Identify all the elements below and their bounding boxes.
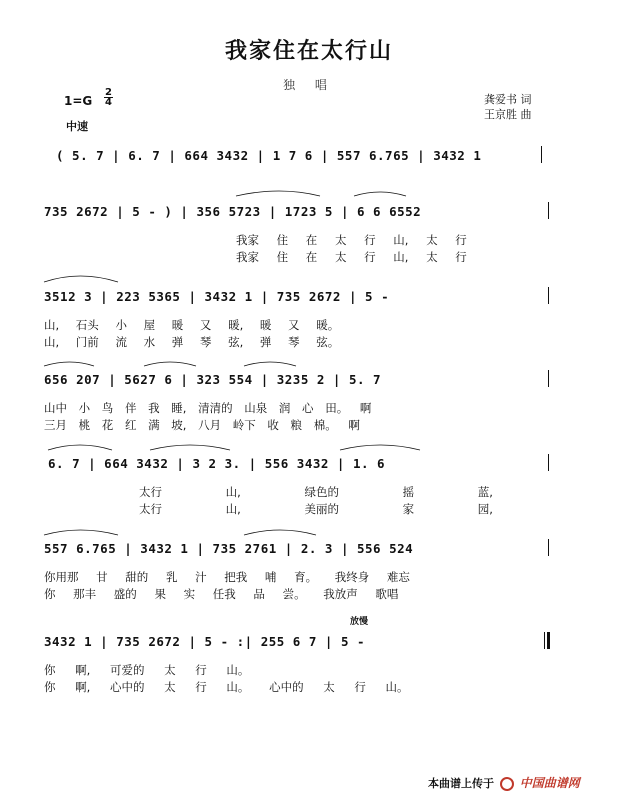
song-title: 我家住在太行山 [224,39,393,64]
time-signature-top: 2 [105,87,112,98]
notes-line: 656 207 | 5627 6 | 323 554 | 3235 2 | 5. 7 [44,372,382,387]
lyric-verse-1: 我家 住 在 太 行 山, 太 行 [236,233,467,247]
time-signature-bottom: 4 [105,97,112,108]
notes-line: ( 5. 7 | 6. 7 | 664 3432 | 1 7 6 | 557 6.765 | 3432 1 [56,148,482,163]
site-logo-icon [500,777,514,791]
footer-note [428,774,580,791]
lyric-verse-1: 山中 小 鸟 伴 我 睡, 清清的 山泉 润 心 田。 啊 [44,401,372,415]
lyric-verse-2: 我家 住 在 太 行 山, 太 行 [236,250,467,264]
expression-marking: 放慢 [350,617,369,627]
notes-line: 557 6.765 | 3432 1 | 735 2761 | 2. 3 | 556 524 [44,541,414,556]
lyric-verse-2: 你 那丰 盛的 果 实 任我 品 尝。 我放声 歌唱 [44,587,399,601]
lyric-verse-2: 三月 桃 花 红 满 坡, 八月 岭下 收 粮 棉。 啊 [44,418,360,432]
key-signature: 1=G [64,94,93,108]
notes-line: 6. 7 | 664 3432 | 3 2 3. | 556 3432 | 1. 6 [48,456,386,471]
lyric-verse-1: 太行 山, 绿色的 摇 蓝, [139,485,493,499]
performance-type: 独 唱 [283,78,335,92]
lyric-verse-1: 你 啊, 可爱的 太 行 山。 [44,663,250,677]
notes-line: 3512 3 | 223 5365 | 3432 1 | 735 2672 | 5 - [44,289,390,304]
lyric-verse-1: 你用那 甘 甜的 乳 汁 把我 哺 育。 我终身 难忘 [44,570,410,584]
lyric-verse-2: 你 啊, 心中的 太 行 山。 心中的 太 行 山。 [44,680,409,694]
notes-line: 735 2672 | 5 - ) | 356 5723 | 1723 5 | 6 6 6552 [44,204,422,219]
lyric-verse-2: 山, 门前 流 水 弹 琴 弦, 弹 琴 弦。 [44,335,340,349]
notes-line: 3432 1 | 735 2672 | 5 - :| 255 6 7 | 5 - [44,634,366,649]
lyric-verse-1: 山, 石头 小 屋 暖 又 暖, 暖 又 暖。 [44,318,340,332]
tempo-marking: 中速 [66,120,88,133]
lyricist-credit: 龚爱书 词 [484,93,532,106]
composer-credit: 王京胜 曲 [484,108,532,121]
site-logo-text: 中国曲谱网 [519,776,580,790]
footer-text: 本曲谱上传于 [428,777,494,790]
lyric-verse-2: 太行 山, 美丽的 家 园, [139,502,493,516]
